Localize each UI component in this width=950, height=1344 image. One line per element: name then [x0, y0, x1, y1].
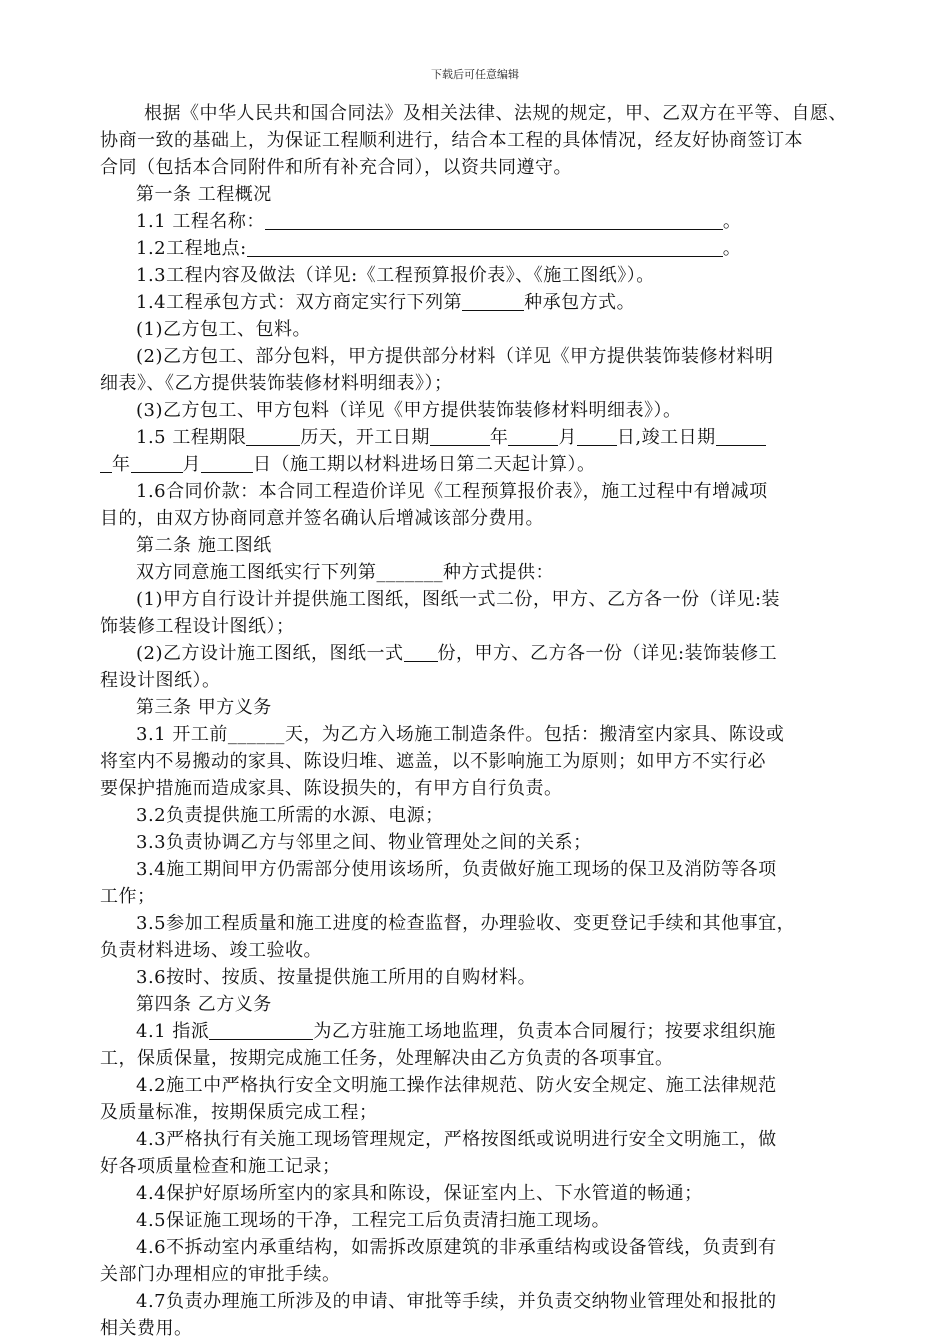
line-text: 份，甲方、乙方各一份（详见:装饰装修工: [437, 643, 778, 664]
blank-line: [577, 425, 617, 446]
line-text: 种承包方式。: [524, 292, 636, 313]
paragraph-line: 4.4保护好原场所室内的家具和陈设，保证室内上、下水管道的畅通；: [136, 1183, 703, 1204]
paragraph-line: 合同（包括本合同附件和所有补充合同），以资共同遵守。: [100, 157, 572, 178]
blank-line: [404, 641, 438, 662]
blank-line: [247, 236, 723, 257]
section-heading: 第二条 施工图纸: [136, 535, 272, 556]
section-heading: 第三条 甲方义务: [136, 697, 272, 718]
paragraph-line: 1.3工程内容及做法（详见:《工程预算报价表》、《施工图纸》）。: [136, 265, 655, 286]
paragraph-line: 目的，由双方协商同意并签名确认后增减该部分费用。: [100, 508, 544, 529]
paragraph-line: 细表》、《乙方提供装饰装修材料明细表》）；: [100, 373, 453, 394]
paragraph-line: 将室内不易搬动的家具、陈设归堆、遮盖，以不影响施工为原则；如甲方不实行必: [100, 751, 766, 772]
line-text: 日,竣工日期: [616, 427, 716, 448]
line-text: 为乙方驻施工场地监理，负责本合同履行；按要求组织施: [313, 1021, 776, 1042]
line-text: 年: [112, 454, 131, 475]
paragraph-line: 4.2施工中严格执行安全文明施工操作法律规范、防火安全规定、施工法律规范: [136, 1075, 777, 1096]
paragraph-line: 工，保质保量，按期完成施工任务，处理解决由乙方负责的各项事宜。: [100, 1048, 674, 1069]
paragraph-line: 关部门办理相应的审批手续。: [100, 1264, 341, 1285]
blank-line: [462, 290, 524, 311]
paragraph-line: 程设计图纸）。: [100, 670, 221, 691]
paragraph-line: 好各项质量检查和施工记录；: [100, 1156, 341, 1177]
paragraph-line: 3.1 开工前______天，为乙方入场施工制造条件。包括：搬清室内家具、陈设或: [136, 724, 785, 745]
paragraph-line: 3.2负责提供施工所需的水源、电源；: [136, 805, 444, 826]
line-text: 1.4工程承包方式：双方商定实行下列第: [136, 292, 463, 313]
paragraph-line: [100, 289, 858, 316]
paragraph-line: 1.6合同价款：本合同工程造价详见《工程预算报价表》，施工过程中有增减项: [136, 481, 768, 502]
line-text: 4.1 指派: [136, 1021, 210, 1042]
blank-line: [508, 425, 558, 446]
blank-line: [209, 1019, 313, 1040]
line-text: 月: [182, 454, 201, 475]
paragraph-line: 双方同意施工图纸实行下列第_______种方式提供：: [136, 562, 554, 583]
paragraph-line: [100, 208, 858, 235]
line-text: 日（施工期以材料进场日第二天起计算）。: [253, 454, 596, 475]
paragraph-line: 相关费用。: [100, 1318, 193, 1339]
paragraph-line: 3.6按时、按质、按量提供施工所用的自购材料。: [136, 967, 537, 988]
paragraph-line: [100, 424, 858, 451]
paragraph-line: 要保护措施而造成家具、陈设损失的，有甲方自行负责。: [100, 778, 563, 799]
blank-line: [100, 452, 112, 473]
paragraph-line: [100, 451, 858, 478]
paragraph-line: (1)乙方包工、包料。: [136, 319, 311, 340]
paragraph-line: 4.5保证施工现场的干净，工程完工后负责清扫施工现场。: [136, 1210, 611, 1231]
paragraph-line: 及质量标准，按期保质完成工程；: [100, 1102, 378, 1123]
blank-line: [201, 452, 253, 473]
line-text: 1.2工程地点:: [136, 238, 247, 259]
paragraph-line: 4.6不拆动室内承重结构，如需拆改原建筑的非承重结构或设备管线，负责到有: [136, 1237, 777, 1258]
page-header: 下载后可任意编辑: [431, 68, 519, 81]
line-text: 。: [722, 211, 742, 232]
blank-line: [716, 425, 766, 446]
blank-line: [430, 425, 490, 446]
section-heading: 第四条 乙方义务: [136, 994, 272, 1015]
paragraph-line: [100, 235, 858, 262]
paragraph-line: (2)乙方包工、部分包料，甲方提供部分材料（详见《甲方提供装饰装修材料明: [136, 346, 774, 367]
line-text: 年: [489, 427, 509, 448]
paragraph-line: 4.7负责办理施工所涉及的申请、审批等手续，并负责交纳物业管理处和报批的: [136, 1291, 777, 1312]
paragraph-line: 工作；: [100, 886, 156, 907]
line-text: 历天，开工日期: [300, 427, 430, 448]
blank-line: [246, 425, 300, 446]
section-heading: 第一条 工程概况: [136, 184, 272, 205]
contract-body: [100, 100, 858, 1342]
paragraph-line: [100, 640, 858, 667]
blank-line: [265, 209, 723, 230]
line-text: 1.5 工程期限: [136, 427, 247, 448]
paragraph-line: 协商一致的基础上，为保证工程顺利进行，结合本工程的具体情况，经友好协商签订本: [100, 130, 803, 151]
paragraph-line: 4.3严格执行有关施工现场管理规定，严格按图纸或说明进行安全文明施工，做: [136, 1129, 777, 1150]
paragraph-line: 负责材料进场、竣工验收。: [100, 940, 322, 961]
paragraph-line: 饰装修工程设计图纸）；: [100, 616, 295, 637]
paragraph-line: (1)甲方自行设计并提供施工图纸，图纸一式二份，甲方、乙方各一份（详见:装: [136, 589, 781, 610]
line-text: 。: [722, 238, 742, 259]
line-text: 月: [558, 427, 577, 448]
paragraph-line: 3.4施工期间甲方仍需部分使用该场所，负责做好施工现场的保卫及消防等各项: [136, 859, 777, 880]
line-text: 1.1 工程名称：: [136, 211, 265, 232]
paragraph-line: 根据《中华人民共和国合同法》及相关法律、法规的规定，甲、乙双方在平等、自愿、: [144, 103, 847, 124]
line-text: (2)乙方设计施工图纸，图纸一式: [136, 643, 404, 664]
paragraph-line: 3.3负责协调乙方与邻里之间、物业管理处之间的关系；: [136, 832, 592, 853]
blank-line: [131, 452, 183, 473]
paragraph-line: [100, 1018, 858, 1045]
paragraph-line: (3)乙方包工、甲方包料（详见《甲方提供装饰装修材料明细表》）。: [136, 400, 682, 421]
paragraph-line: 3.5参加工程质量和施工进度的检查监督，办理验收、变更登记手续和其他事宜，: [136, 913, 796, 934]
